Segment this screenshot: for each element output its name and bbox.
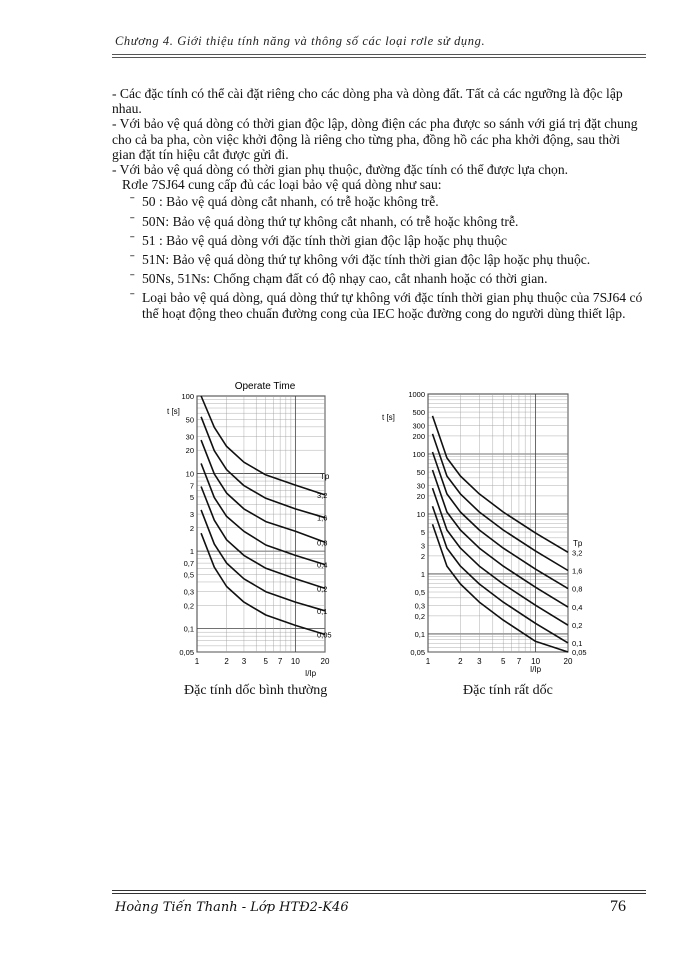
chart-title: Operate Time: [234, 381, 296, 392]
y-tick-label: 100: [412, 449, 425, 459]
x-tick-label: 3: [241, 657, 247, 666]
y-tick-label: 50: [416, 468, 425, 478]
y-tick-label: 10: [185, 469, 194, 479]
list-item: [112, 290, 646, 320]
y-axis-label: t [s]: [382, 413, 395, 422]
y-tick-label: 30: [416, 481, 425, 491]
y-tick-label: 5: [420, 528, 425, 538]
page-header: Chương 4. Giới thiệu tính năng và thông số các loại rơle sử dụng.: [115, 34, 486, 48]
x-axis-label: I/Ip: [530, 665, 542, 674]
paragraph: - Với bảo vệ quá dòng có thời gian phụ thuộc, đường đặc tính có thể được lựa chọn.: [112, 162, 569, 178]
bullet-marker: ˉ: [130, 290, 135, 306]
tp-label: 3,2: [317, 490, 328, 500]
y-tick-label: 30: [185, 432, 194, 442]
tp-label: 3,2: [572, 548, 583, 558]
list-item: [112, 271, 646, 286]
x-tick-label: 7: [516, 657, 522, 666]
x-tick-label: 2: [224, 657, 229, 666]
list-item: [112, 194, 646, 209]
x-tick-label: 1: [194, 657, 200, 666]
y-tick-label: 0,1: [183, 624, 194, 634]
tp-legend-title: Tp: [573, 539, 583, 548]
y-tick-label: 0,5: [414, 588, 425, 598]
y-tick-label: 20: [416, 491, 425, 501]
y-tick-label: 0,05: [179, 648, 194, 657]
x-axis-label: I/Ip: [305, 669, 317, 678]
tp-legend-title: Tp: [320, 472, 330, 481]
caption-normal-inverse: Đặc tính dốc bình thường: [184, 683, 328, 698]
y-tick-label: 5: [189, 492, 194, 502]
tp-label: 0,8: [572, 584, 583, 594]
tp-label: 0,1: [572, 638, 583, 648]
y-tick-label: 0,2: [183, 601, 194, 611]
paragraph: - Các đặc tính có thể cài đặt riêng cho các dòng pha và dòng đất. Tất cả các ngưỡng là độc lập nhau.: [112, 86, 623, 117]
curve-tp-0-8: [201, 440, 328, 542]
list-item: [112, 214, 646, 229]
tp-label: 0,4: [572, 603, 583, 613]
y-tick-label: 100: [181, 392, 194, 401]
y-tick-label: 3: [189, 510, 194, 520]
y-tick-label: 1: [189, 547, 194, 557]
curve-tp-3-2: [201, 396, 325, 495]
y-tick-label: 0,05: [410, 648, 425, 657]
footer-rule: [112, 890, 646, 891]
curve-tp-0-05: [433, 524, 569, 652]
bullet-marker: ˉ: [130, 252, 135, 268]
footer-author: Hoàng Tiến Thanh - Lớp HTĐ2-K46: [115, 900, 349, 915]
tp-label: 0,2: [572, 621, 583, 631]
y-tick-label: 0,3: [183, 587, 194, 597]
tp-label: 0,4: [317, 560, 328, 570]
intro-line: Rơle 7SJ64 cung cấp đủ các loại bảo vệ quá dòng như sau:: [122, 177, 442, 193]
y-tick-label: 0,7: [183, 559, 194, 569]
tp-label: 1,6: [572, 566, 583, 576]
header-rule-2: [112, 57, 646, 58]
y-tick-label: 0,2: [414, 611, 425, 621]
bullet-marker: ˉ: [130, 271, 135, 287]
list-item: [112, 233, 646, 248]
tp-label: 0,05: [317, 630, 332, 640]
tp-label: 0,1: [317, 606, 328, 616]
y-tick-label: 0,3: [414, 601, 425, 611]
y-tick-label: 200: [412, 431, 425, 441]
y-tick-label: 0,5: [183, 570, 194, 580]
y-tick-label: 3: [420, 541, 425, 551]
caption-very-inverse: Đặc tính rất dốc: [463, 683, 553, 698]
x-tick-label: 1: [425, 657, 431, 666]
tp-label: 1,6: [317, 513, 328, 523]
x-tick-label: 5: [263, 657, 268, 666]
y-tick-label: 1: [420, 569, 425, 579]
bullet-marker: ˉ: [130, 194, 135, 210]
y-tick-label: 20: [185, 446, 194, 456]
y-tick-label: 7: [189, 481, 194, 491]
x-tick-label: 5: [500, 657, 506, 666]
x-tick-label: 10: [290, 657, 300, 666]
y-tick-label: 50: [185, 415, 194, 425]
y-tick-label: 500: [412, 408, 425, 418]
curve-tp-0-05: [201, 533, 328, 634]
list-item-text: 51N: Bảo vệ quá dòng thứ tự không với đặc tính thời gian độc lập hoặc phụ thuộc.: [142, 252, 591, 268]
bullet-marker: ˉ: [130, 213, 135, 229]
list-item-text: 50 : Bảo vệ quá dòng cắt nhanh, có trễ hoặc không trễ.: [142, 194, 439, 210]
x-tick-label: 2: [458, 657, 463, 666]
bullet-marker: ˉ: [130, 232, 135, 248]
page-number: 76: [610, 898, 626, 915]
tp-label: 0,8: [317, 538, 328, 548]
x-tick-label: 7: [277, 657, 283, 666]
x-tick-label: 20: [563, 657, 573, 666]
y-tick-label: 2: [420, 551, 425, 561]
y-tick-label: 2: [189, 523, 194, 533]
list-item-text: 50Ns, 51Ns: Chống chạm đất có độ nhạy cao, cắt nhanh hoặc có thời gian.: [142, 271, 548, 287]
chart-very-inverse: [380, 380, 600, 680]
chart-normal-inverse: [165, 380, 365, 680]
x-tick-label: 3: [477, 657, 482, 666]
tp-label: 0,2: [317, 584, 328, 594]
y-tick-label: 0,1: [414, 629, 425, 639]
tp-label: 0,05: [572, 648, 587, 657]
y-tick-label: 300: [412, 421, 425, 431]
y-tick-label: 1000: [408, 390, 425, 399]
body-text: [112, 86, 646, 321]
y-axis-label: t [s]: [167, 407, 180, 416]
list-item-text: 51 : Bảo vệ quá dòng với đặc tính thời gian độc lập hoặc phụ thuộc: [142, 232, 508, 248]
footer-rule-2: [112, 893, 646, 894]
paragraph: - Với bảo vệ quá dòng có thời gian độc lập, dòng điện các pha được so sánh với giá trị đặt chung cho cả ba pha, còn việc khởi động là riêng cho từng pha, đồng hồ các pha khởi động, sau thời gian đặt tín hiệu cắt được gửi đi.: [112, 116, 638, 162]
list-item: [112, 252, 646, 267]
header-rule: [112, 54, 646, 55]
x-tick-label: 10: [531, 657, 541, 666]
y-tick-label: 10: [416, 509, 425, 519]
list-item-text: Loại bảo vệ quá dòng, quá dòng thứ tự không với đặc tính thời gian phụ thuộc của 7SJ64 có thể hoạt động theo chuẩn đường cong của IEC hoặc đường cong do người dùng thiết lập.: [142, 290, 643, 321]
list-item-text: 50N: Bảo vệ quá dòng thứ tự không cắt nhanh, có trễ hoặc không trễ.: [142, 213, 519, 229]
x-tick-label: 20: [320, 657, 330, 666]
plot-frame: [428, 394, 568, 652]
